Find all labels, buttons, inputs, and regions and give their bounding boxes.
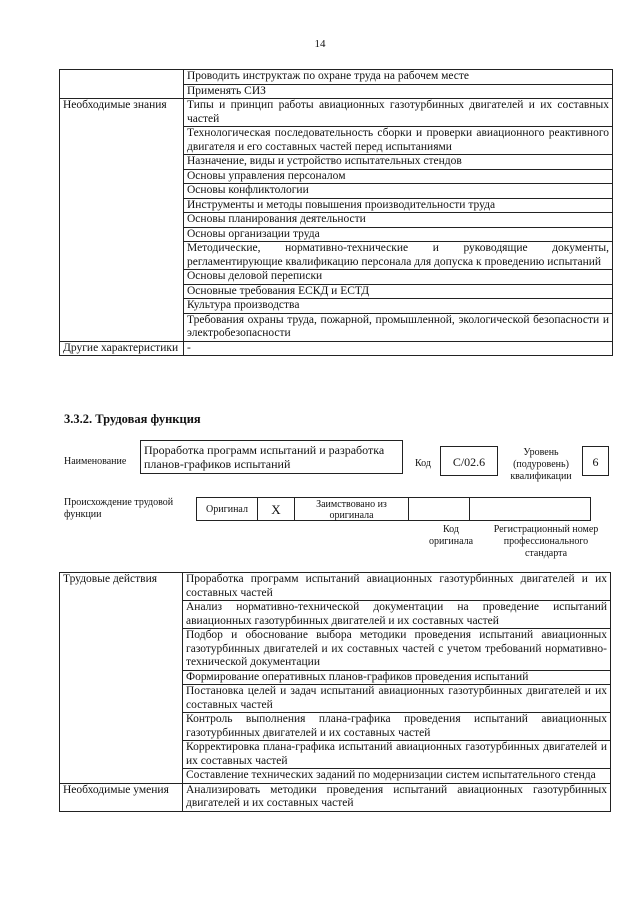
origin-label: Происхождение трудовой функции <box>64 497 174 520</box>
knowledge-item: Основы организации труда <box>184 227 613 242</box>
action-row-label: Трудовые действия <box>60 573 183 784</box>
actions-table <box>59 572 611 812</box>
knowledge-row-label: Другие характеристики <box>60 341 184 356</box>
knowledge-item: - <box>184 341 613 356</box>
action-item: Формирование оперативных планов-графиков проведения испытаний <box>183 670 611 685</box>
action-item: Контроль выполнения плана-графика проведения испытаний авиационных газотурбинных двигателей и их составных частей <box>183 713 611 741</box>
function-name: Проработка программ испытаний и разработка планов-графиков испытаний <box>144 443 385 471</box>
origin-row <box>196 497 591 521</box>
knowledge-item: Типы и принцип работы авиационных газотурбинных двигателей и их составных частей <box>184 99 613 127</box>
action-item: Проработка программ испытаний авиационных газотурбинных двигателей и их составных частей <box>183 573 611 601</box>
knowledge-row <box>60 99 613 127</box>
knowledge-row <box>60 341 613 356</box>
knowledge-item: Проводить инструктаж по охране труда на рабочем месте <box>184 70 613 85</box>
knowledge-item: Основы деловой переписки <box>184 270 613 285</box>
reg-number-cell <box>469 497 591 521</box>
name-label: Наименование <box>64 456 127 467</box>
knowledge-item: Основы планирования деятельности <box>184 213 613 228</box>
level-value: 6 <box>592 455 599 469</box>
borrowed-label: Заимствовано из оригинала <box>294 497 409 521</box>
knowledge-item: Технологическая последовательность сборки и проверки авиационного реактивного двигателя и его составных частей перед испытаниями <box>184 127 613 155</box>
original-label: Оригинал <box>196 497 258 521</box>
knowledge-item: Назначение, виды и устройство испытательных стендов <box>184 155 613 170</box>
action-row-label: Необходимые умения <box>60 783 183 811</box>
knowledge-item: Основы управления персоналом <box>184 169 613 184</box>
knowledge-item: Методические, нормативно-технические и руководящие документы, регламентирующие квалификацию персонала для допуска к проведению испытаний <box>184 242 613 270</box>
reg-caption: Регистрационный номер профессионального стандарта <box>493 524 599 559</box>
knowledge-table <box>59 69 613 356</box>
level-box <box>582 446 609 476</box>
original-code-cell <box>408 497 470 521</box>
knowledge-item: Инструменты и методы повышения производительности труда <box>184 198 613 213</box>
action-item: Подбор и обоснование выбора методики проведения испытаний авиационных газотурбинных двигателей и их составных частей с учетом требований нормативно-технической документации <box>183 629 611 671</box>
knowledge-item: Применять СИЗ <box>184 84 613 99</box>
code-box <box>440 446 498 476</box>
action-item: Постановка целей и задач испытаний авиационных газотурбинных двигателей и их составных частей <box>183 685 611 713</box>
knowledge-item: Культура производства <box>184 299 613 314</box>
knowledge-item: Основные требования ЕСКД и ЕСТД <box>184 284 613 299</box>
action-row <box>60 573 611 601</box>
code-caption: Код оригинала <box>428 524 474 547</box>
code-label: Код <box>415 458 431 469</box>
action-item: Составление технических заданий по модернизации систем испытательного стенда <box>183 769 611 784</box>
knowledge-row-label <box>60 70 184 99</box>
section-title: 3.3.2. Трудовая функция <box>64 412 201 426</box>
level-label: Уровень (подуровень) квалификации <box>510 447 572 482</box>
knowledge-item: Требования охраны труда, пожарной, промышленной, экологической безопасности и электробезопасности <box>184 313 613 341</box>
knowledge-row-label: Необходимые знания <box>60 99 184 342</box>
function-name-box <box>140 440 403 474</box>
action-item: Корректировка плана-графика испытаний авиационных газотурбинных двигателей и их составных частей <box>183 741 611 769</box>
original-mark: X <box>257 497 295 521</box>
action-row <box>60 783 611 811</box>
action-item: Анализ нормативно-технической документации на проведение испытаний авиационных газотурбинных двигателей и их составных частей <box>183 601 611 629</box>
page-number: 14 <box>314 38 326 50</box>
knowledge-item: Основы конфликтологии <box>184 184 613 199</box>
knowledge-row <box>60 70 613 85</box>
action-item: Анализировать методики проведения испытаний авиационных газотурбинных двигателей и их составных частей <box>183 783 611 811</box>
code-value: С/02.6 <box>452 455 486 469</box>
